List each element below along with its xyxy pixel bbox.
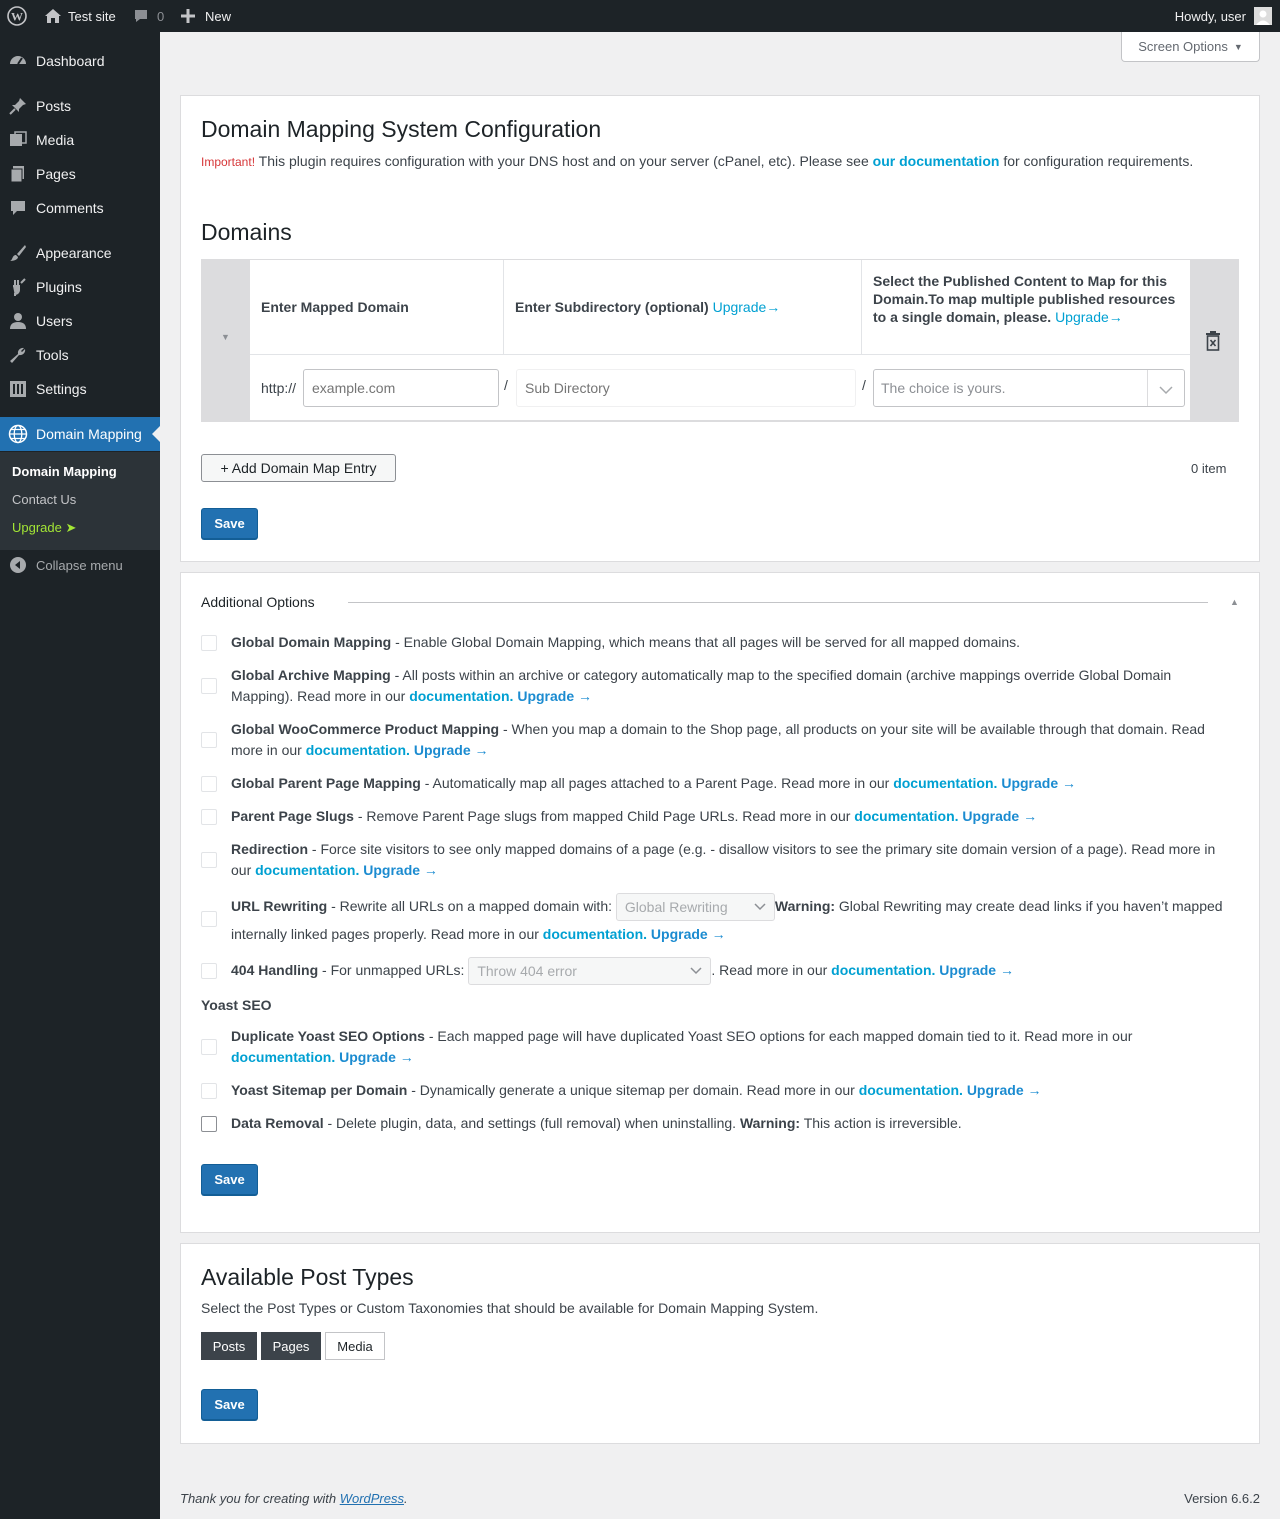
redirection-checkbox[interactable] <box>201 852 217 868</box>
home-icon[interactable] <box>44 0 62 32</box>
upgrade-link[interactable]: Upgrade → <box>517 688 593 704</box>
yoast-seo-heading: Yoast SEO <box>201 997 272 1013</box>
post-type-posts[interactable]: Posts <box>201 1332 257 1360</box>
rewriting-mode-select[interactable]: Global Rewriting <box>616 893 775 921</box>
separator-1: / <box>504 377 508 393</box>
sidebar-item-pages[interactable]: Pages <box>0 157 160 191</box>
wrench-icon <box>8 345 28 365</box>
post-types-title: Available Post Types <box>201 1264 414 1290</box>
content-upgrade-link[interactable]: Upgrade→ <box>1055 309 1123 325</box>
sidebar-item-dashboard[interactable]: Dashboard <box>0 44 160 78</box>
admin-sidebar <box>0 32 160 1519</box>
item-count: 0 item <box>1191 461 1227 476</box>
global-archive-mapping-checkbox[interactable] <box>201 678 217 694</box>
upgrade-link[interactable]: Upgrade → <box>966 1082 1042 1098</box>
documentation-link[interactable]: documentation. <box>854 808 959 824</box>
published-content-select[interactable]: The choice is yours. <box>873 369 1185 407</box>
plus-icon[interactable] <box>181 0 195 32</box>
upgrade-link[interactable]: Upgrade → <box>962 808 1038 824</box>
domains-heading: Domains <box>201 219 292 245</box>
sidebar-item-media[interactable]: Media <box>0 123 160 157</box>
site-name-link[interactable]: Test site <box>68 8 116 24</box>
page-title: Domain Mapping System Configuration <box>201 116 602 142</box>
submenu-contact-us[interactable]: Contact Us <box>12 492 77 507</box>
column-header-domain: Enter Mapped Domain <box>261 299 409 315</box>
save-post-types-button[interactable]: Save <box>201 1389 258 1420</box>
data-removal-checkbox[interactable] <box>201 1116 217 1132</box>
media-icon <box>8 130 28 150</box>
upgrade-link[interactable]: Upgrade → <box>939 962 1014 978</box>
column-header-subdirectory: Enter Subdirectory (optional) Upgrade→ <box>515 299 781 315</box>
404-handling-checkbox[interactable] <box>201 963 217 979</box>
pin-icon <box>8 96 28 116</box>
sidebar-item-settings[interactable]: Settings <box>0 372 160 406</box>
collapse-arrow-icon <box>8 555 28 575</box>
brush-icon <box>8 243 28 263</box>
svg-text:W: W <box>11 9 23 24</box>
additional-options-heading: Additional Options <box>201 594 315 610</box>
documentation-link[interactable]: documentation. <box>831 962 936 978</box>
mapped-domain-input[interactable] <box>303 369 499 407</box>
collapse-toggle-icon[interactable]: ▲ <box>1230 597 1239 607</box>
subdirectory-upgrade-link[interactable]: Upgrade→ <box>712 299 781 315</box>
woocommerce-mapping-checkbox[interactable] <box>201 732 217 748</box>
config-panel <box>180 95 1260 562</box>
version-text: Version 6.6.2 <box>1184 1491 1260 1506</box>
delete-entry-icon[interactable] <box>1205 331 1221 354</box>
duplicate-yoast-checkbox[interactable] <box>201 1039 217 1055</box>
sidebar-item-domain-mapping[interactable]: Domain Mapping <box>0 417 160 451</box>
important-notice: Important! This plugin requires configuration with your DNS host and on your server (cPanel, etc). Please see our documentation for configuration requirements. <box>201 153 1194 169</box>
new-content-link[interactable]: New <box>205 8 232 24</box>
global-domain-mapping-checkbox[interactable] <box>201 635 217 651</box>
submenu-domain-mapping[interactable]: Domain Mapping <box>12 464 117 479</box>
wordpress-link[interactable]: WordPress <box>339 1491 404 1506</box>
chevron-down-icon <box>1159 382 1173 398</box>
wordpress-logo-icon[interactable] <box>7 0 27 32</box>
column-header-content: Select the Published Content to Map for this Domain.To map multiple published resources to a single domain, please. Upgrade→ <box>873 273 1176 325</box>
comment-bubble-icon[interactable] <box>133 0 149 32</box>
upgrade-link[interactable]: Upgrade → <box>1001 775 1077 791</box>
globe-icon <box>8 424 28 444</box>
404-action-select[interactable]: Throw 404 error <box>468 957 711 985</box>
http-prefix: http:// <box>261 380 297 396</box>
row-toggle-arrow-icon[interactable]: ▼ <box>221 332 230 342</box>
collapse-menu-button[interactable]: Collapse menu <box>0 548 160 582</box>
sidebar-item-users[interactable]: Users <box>0 304 160 338</box>
upgrade-link[interactable]: Upgrade → <box>363 862 438 878</box>
admin-bar <box>0 0 1280 32</box>
comment-icon <box>8 198 28 218</box>
caret-down-icon: ▼ <box>1233 41 1243 52</box>
post-types-panel <box>180 1243 1260 1444</box>
sidebar-item-plugins[interactable]: Plugins <box>0 270 160 304</box>
important-label: Important! <box>201 155 256 169</box>
documentation-link[interactable]: our documentation <box>872 153 1000 169</box>
documentation-link[interactable]: documentation. <box>542 926 648 943</box>
avatar[interactable] <box>1254 0 1272 32</box>
domain-mapping-submenu <box>0 452 160 550</box>
url-rewriting-checkbox[interactable] <box>201 911 217 927</box>
pages-icon <box>8 164 28 184</box>
sidebar-item-appearance[interactable]: Appearance <box>0 236 160 270</box>
chevron-down-icon <box>754 903 766 911</box>
documentation-link[interactable]: documentation. <box>409 688 514 704</box>
documentation-link[interactable]: documentation. <box>305 742 410 758</box>
sidebar-item-tools[interactable]: Tools <box>0 338 160 372</box>
sidebar-item-posts[interactable]: Posts <box>0 89 160 123</box>
post-types-description: Select the Post Types or Custom Taxonomies that should be available for Domain Mapping System. <box>201 1300 819 1316</box>
screen-options-button[interactable]: Screen Options ▼ <box>1121 32 1260 62</box>
submenu-upgrade[interactable]: Upgrade ➤ <box>12 520 77 535</box>
user-icon <box>8 311 28 331</box>
domain-map-table <box>201 259 1239 422</box>
separator-2: / <box>862 377 866 393</box>
upgrade-link[interactable]: Upgrade → <box>650 926 726 943</box>
subdirectory-input[interactable] <box>516 369 856 407</box>
post-type-pages[interactable]: Pages <box>261 1332 321 1360</box>
save-options-button[interactable]: Save <box>201 1164 258 1195</box>
howdy-user[interactable]: Howdy, user <box>1174 8 1246 24</box>
save-domains-button[interactable]: Save <box>201 508 258 539</box>
yoast-sitemap-checkbox[interactable] <box>201 1083 217 1099</box>
footer-thanks: Thank you for creating with WordPress. <box>180 1491 408 1506</box>
documentation-link[interactable]: documentation. <box>255 862 360 878</box>
sidebar-item-comments[interactable]: Comments <box>0 191 160 225</box>
domain-map-row <box>250 260 1190 420</box>
documentation-link[interactable]: documentation. <box>231 1049 336 1065</box>
settings-icon <box>8 379 28 399</box>
post-type-media[interactable]: Media <box>325 1332 385 1360</box>
additional-options-panel: Additional Options ▲ Global Domain Mapping - Enable Global Domain Mapping, which means that all pages will be served for all mapped domains. Global Archive Mapping - All posts within an archive or category automatically map to the specified domain (archive mappings override Global Domain Mapping). Read more in our documentation. Upgrade → Global WooCommerce Product Mapping - When you map a domain to the Shop page, all products on your site will be available through that domain. Read more in our documentation. Upgrade → Global Parent Page Mapping - Automatically map all pages attached to a Parent Page. Read more in our documentation. Upgrade → Parent Page Slugs - Remove Parent Page slugs from mapped Child Page URLs. Read more in our documentation. Upgrade → Redirection - Force site visitors to see only mapped domains of a page (e.g. - disallow visitors to see the primary site domain version of a page). Read more in our documentation. Upgrade → URL Rewriting - Rewrite all URLs on a mapped domain with: Global Rewriting Warning: Global Rewriting may create dead links if you haven’t mapped internally linked pages properly. Read more in our documentation. Upgrade → 404 Handling - For unmapped URLs: Throw 404 error . Read more in our documentation. Upgrade → Yoast SEO Duplicate Yoast SEO Options - Each mapped page will have duplicated Yoast SEO options for each mapped domain tied to it. Read more in our documentation. Upgrade → Yoast Sitemap per Domain - Dynamically generate a unique sitemap per domain. Read more in our documentation. Upgrade → Data Removal - Delete plugin, data, and settings (full removal) when uninstalling. Warning: This action is irreversible. Save <box>180 572 1260 1233</box>
plugin-icon <box>8 277 28 297</box>
add-domain-map-entry-button[interactable]: + Add Domain Map Entry <box>201 454 396 482</box>
upgrade-link[interactable]: Upgrade → <box>339 1049 414 1065</box>
dashboard-icon <box>8 51 28 71</box>
parent-page-mapping-checkbox[interactable] <box>201 776 217 792</box>
documentation-link[interactable]: documentation. <box>893 775 998 791</box>
chevron-down-icon <box>690 967 702 975</box>
documentation-link[interactable]: documentation. <box>858 1082 963 1098</box>
upgrade-link[interactable]: Upgrade → <box>413 742 489 758</box>
comments-count[interactable]: 0 <box>157 8 165 24</box>
parent-page-slugs-checkbox[interactable] <box>201 809 217 825</box>
